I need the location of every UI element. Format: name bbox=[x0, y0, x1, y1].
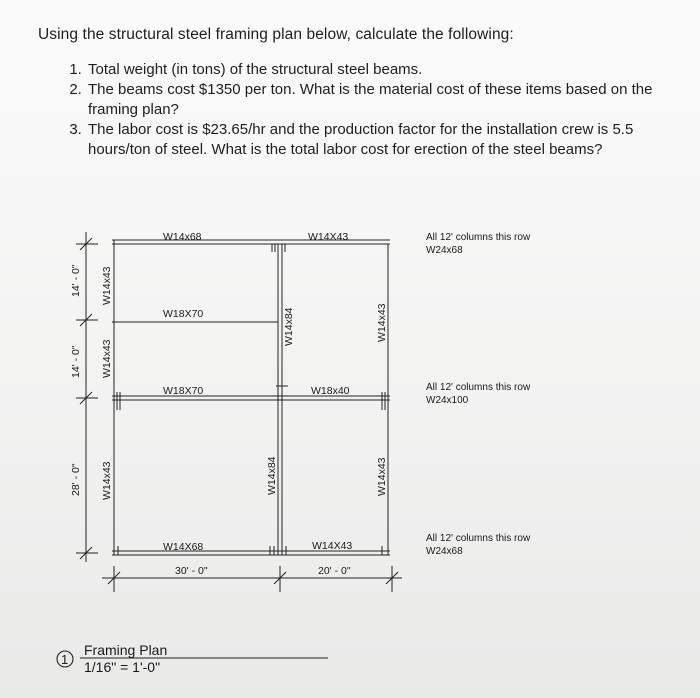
beam-label-col1-upper-a: W14x43 bbox=[101, 266, 113, 305]
beam-label-col1-lower: W14x43 bbox=[101, 461, 113, 500]
beam-label-top-left: W14x68 bbox=[163, 231, 202, 243]
dimension-h2: 20' - 0" bbox=[318, 565, 351, 577]
beam-label-col2-upper: W14x84 bbox=[283, 307, 295, 346]
beam-label-col2-lower: W14x84 bbox=[266, 456, 278, 495]
beam-label-bottom-left: W14X68 bbox=[163, 541, 204, 553]
beam-label-mid-upper: W18X70 bbox=[163, 308, 204, 320]
column-note-row1-line1: All 12' columns this row bbox=[426, 232, 531, 243]
column-note-row2-line2: W24x100 bbox=[426, 395, 469, 406]
intro-text: Using the structural steel framing plan below, calculate the following: bbox=[38, 26, 514, 43]
column-note-row1-line2: W24x68 bbox=[426, 245, 463, 256]
beam-label-mid-left: W18X70 bbox=[163, 385, 204, 397]
question-item: 2. The beams cost $1350 per ton. What is the material cost of these items based on the framing plan? bbox=[86, 80, 686, 120]
dimension-v2: 14' - 0" bbox=[70, 345, 82, 378]
beam-label-top-right: W14X43 bbox=[308, 231, 349, 243]
dimension-h1: 30' - 0" bbox=[175, 565, 208, 577]
question-item: 3. The labor cost is $23.65/hr and the production factor for the installation crew is 5.5 hours/ton of steel. What is the total labor cost for erection of the steel beams? bbox=[86, 120, 686, 160]
beam-label-mid-right: W18x40 bbox=[311, 385, 350, 397]
plan-title: Framing Plan bbox=[84, 642, 168, 658]
dimension-v3: 28' - 0" bbox=[70, 463, 82, 496]
beam-label-bottom-right: W14X43 bbox=[312, 540, 353, 552]
beam-label-col1-upper-b: W14x43 bbox=[101, 339, 113, 378]
beam-label-col3-upper: W14x43 bbox=[376, 303, 388, 342]
plan-scale: 1/16" = 1'-0" bbox=[84, 659, 161, 675]
beam-label-col3-lower: W14x43 bbox=[376, 457, 388, 496]
column-note-row3-line2: W24x68 bbox=[426, 546, 463, 557]
column-note-row3-line1: All 12' columns this row bbox=[426, 533, 531, 544]
question-item: 1. Total weight (in tons) of the structural steel beams. bbox=[86, 60, 686, 80]
column-note-row2-line1: All 12' columns this row bbox=[426, 382, 531, 393]
plan-number: 1 bbox=[61, 652, 69, 667]
dimension-v1: 14' - 0" bbox=[70, 264, 82, 297]
